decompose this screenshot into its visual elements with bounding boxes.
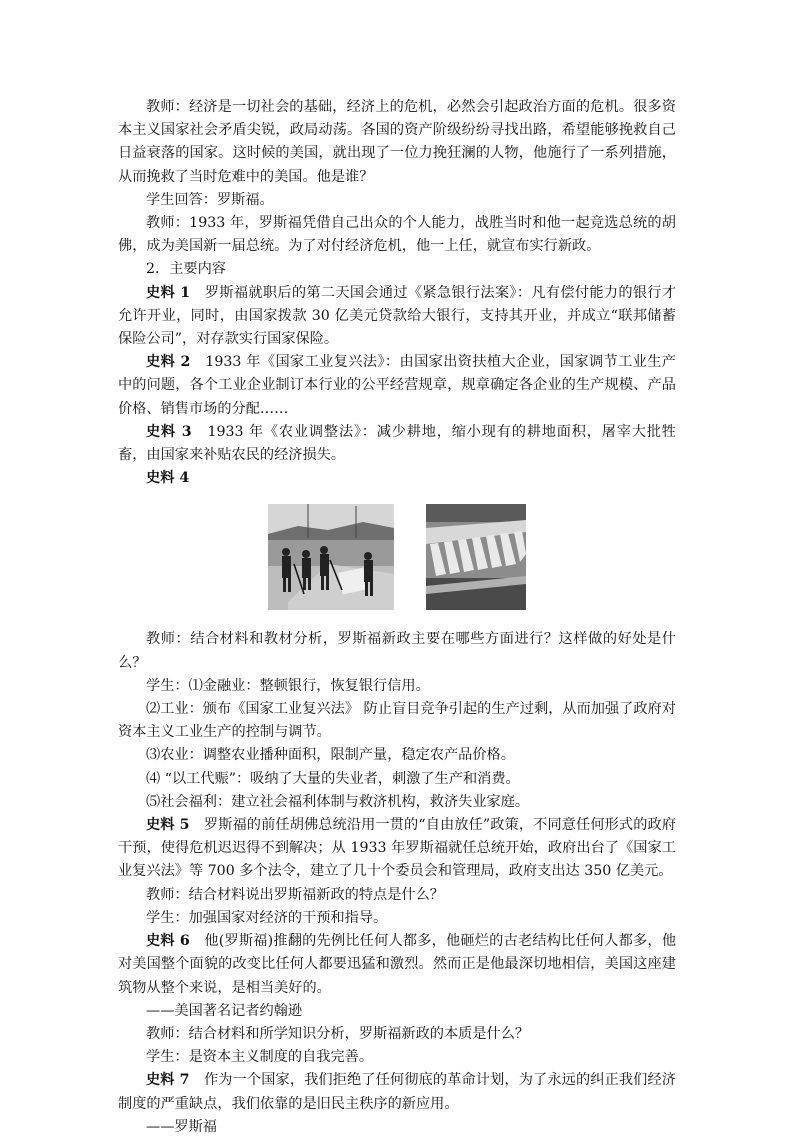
photo-row — [118, 504, 676, 622]
paragraph-text: 学生：加强国家对经济的干预和指导。 — [146, 909, 388, 926]
paragraph-text: ——美国著名记者约翰逊 — [146, 1002, 303, 1019]
source-paragraph — [118, 1069, 676, 1115]
paragraph — [118, 1023, 676, 1046]
attribution — [118, 1116, 676, 1139]
paragraph — [118, 744, 676, 767]
section-heading — [118, 258, 676, 281]
paragraph — [118, 768, 676, 791]
paragraph-text: ——罗斯福 — [146, 1118, 217, 1135]
paragraph — [118, 791, 676, 814]
paragraph-text: 2．主要内容 — [146, 261, 226, 278]
paragraph — [118, 189, 676, 212]
dam-photo — [426, 504, 526, 610]
document-body — [118, 96, 676, 1139]
paragraph — [118, 96, 676, 189]
source-paragraph — [118, 351, 676, 421]
paragraph-text: 他(罗斯福)推翻的先例比任何人都多，他砸烂的古老结构比任何人都多，他对美国整个面貌的改变比任何人都要迅猛和激烈。然而正是他最深切地相信，美国这座建筑物从整个来说，是相当美好的。 — [118, 933, 677, 996]
paragraph — [118, 1046, 676, 1069]
source-paragraph — [118, 930, 676, 1000]
source-paragraph — [118, 467, 676, 490]
paragraph-text: 学生：是资本主义制度的自我完善。 — [146, 1049, 374, 1066]
paragraph — [118, 212, 676, 258]
paragraph — [118, 884, 676, 907]
paragraph-text: 教师：结合材料和所学知识分析，罗斯福新政的本质是什么？ — [146, 1025, 530, 1042]
source-label: 史料 1 — [146, 284, 191, 301]
source-paragraph — [118, 282, 676, 352]
workers-construction-photo — [268, 504, 394, 610]
source-label: 史料 6 — [146, 933, 190, 950]
paragraph-text: 学生回答：罗斯福。 — [146, 191, 274, 208]
paragraph-text: ⑵工业：颁布《国家工业复兴法》 防止盲目竞争引起的生产过剩，从而加强了政府对资本主义工业生产的控制与调节。 — [118, 701, 676, 741]
paragraph-text: 教师：结合材料说出罗斯福新政的特点是什么？ — [146, 886, 444, 903]
source-label: 史料 3 — [146, 423, 192, 440]
source-paragraph — [118, 421, 676, 467]
paragraph — [118, 628, 676, 674]
attribution — [118, 1000, 676, 1023]
source-paragraph — [118, 814, 676, 884]
paragraph-text: ⑶农业：调整农业播种面积，限制产量，稳定农产品价格。 — [146, 747, 515, 764]
paragraph-text: ⑷ “以工代赈”：吸纳了大量的失业者，刺激了生产和消费。 — [146, 770, 520, 787]
paragraph-text: 罗斯福就职后的第二天国会通过《紧急银行法案》：凡有偿付能力的银行才允许开业，同时，由国家拨款 30 亿美元贷款给大银行，支持其开业，并成立“联邦储蓄保险公司”，对存款实行国家保险。 — [118, 284, 676, 348]
paragraph-text: 1933 年《农业调整法》：减少耕地，缩小现有的耕地面积，屠宰大批牲畜，由国家来补贴农民的经济损失。 — [118, 423, 676, 464]
paragraph-text: 作为一个国家，我们拒绝了任何彻底的革命计划，为了永远的纠正我们经济制度的严重缺点，我们依靠的是旧民主秩序的新应用。 — [118, 1072, 676, 1112]
source-label: 史料 2 — [146, 354, 191, 371]
paragraph-text: 教师：结合材料和教材分析，罗斯福新政主要在哪些方面进行？这样做的好处是什么？ — [118, 631, 676, 671]
paragraph-text: 学生：⑴金融业：整顿银行，恢复银行信用。 — [146, 677, 430, 694]
paragraph-text: 教师：经济是一切社会的基础，经济上的危机，必然会引起政治方面的危机。很多资本主义国家社会矛盾尖锐，政局动荡。各国的资产阶级纷纷寻找出路，希望能够挽救自己日益衰落的国家。这时候的美国，就出现了一位力挽狂澜的人物，他施行了一系列措施，从而挽救了当时危难中的美国。他是谁？ — [118, 99, 676, 185]
paragraph-text: 罗斯福的前任胡佛总统沿用一贯的“自由放任”政策，不同意任何形式的政府干预，使得危机迟迟得不到解决；从 1933 年罗斯福就任总统开始，政府出台了《国家工业复兴法》等 700 多个法令，建立了几十个委员会和管理局，政府支出达 350 亿美元。 — [118, 817, 676, 880]
paragraph-text: 教师：1933 年，罗斯福凭借自己出众的个人能力，战胜当时和他一起竞选总统的胡佛，成为美国新一届总统。为了对付经济危机，他一上任，就宣布实行新政。 — [118, 215, 676, 255]
source-label: 史料 4 — [146, 470, 190, 487]
paragraph — [118, 698, 676, 744]
source-label: 史料 7 — [146, 1072, 190, 1089]
paragraph — [118, 675, 676, 698]
paragraph — [118, 907, 676, 930]
source-label: 史料 5 — [146, 817, 190, 834]
paragraph-text: ⑸社会福利：建立社会福利体制与救济机构，救济失业家庭。 — [146, 793, 530, 810]
paragraph-text: 1933 年《国家工业复兴法》：由国家出资扶植大企业，国家调节工业生产中的问题，各个工业企业制订本行业的公平经营规章，规章确定各企业的生产规模、产品价格、销售市场的分配…… — [118, 354, 676, 417]
